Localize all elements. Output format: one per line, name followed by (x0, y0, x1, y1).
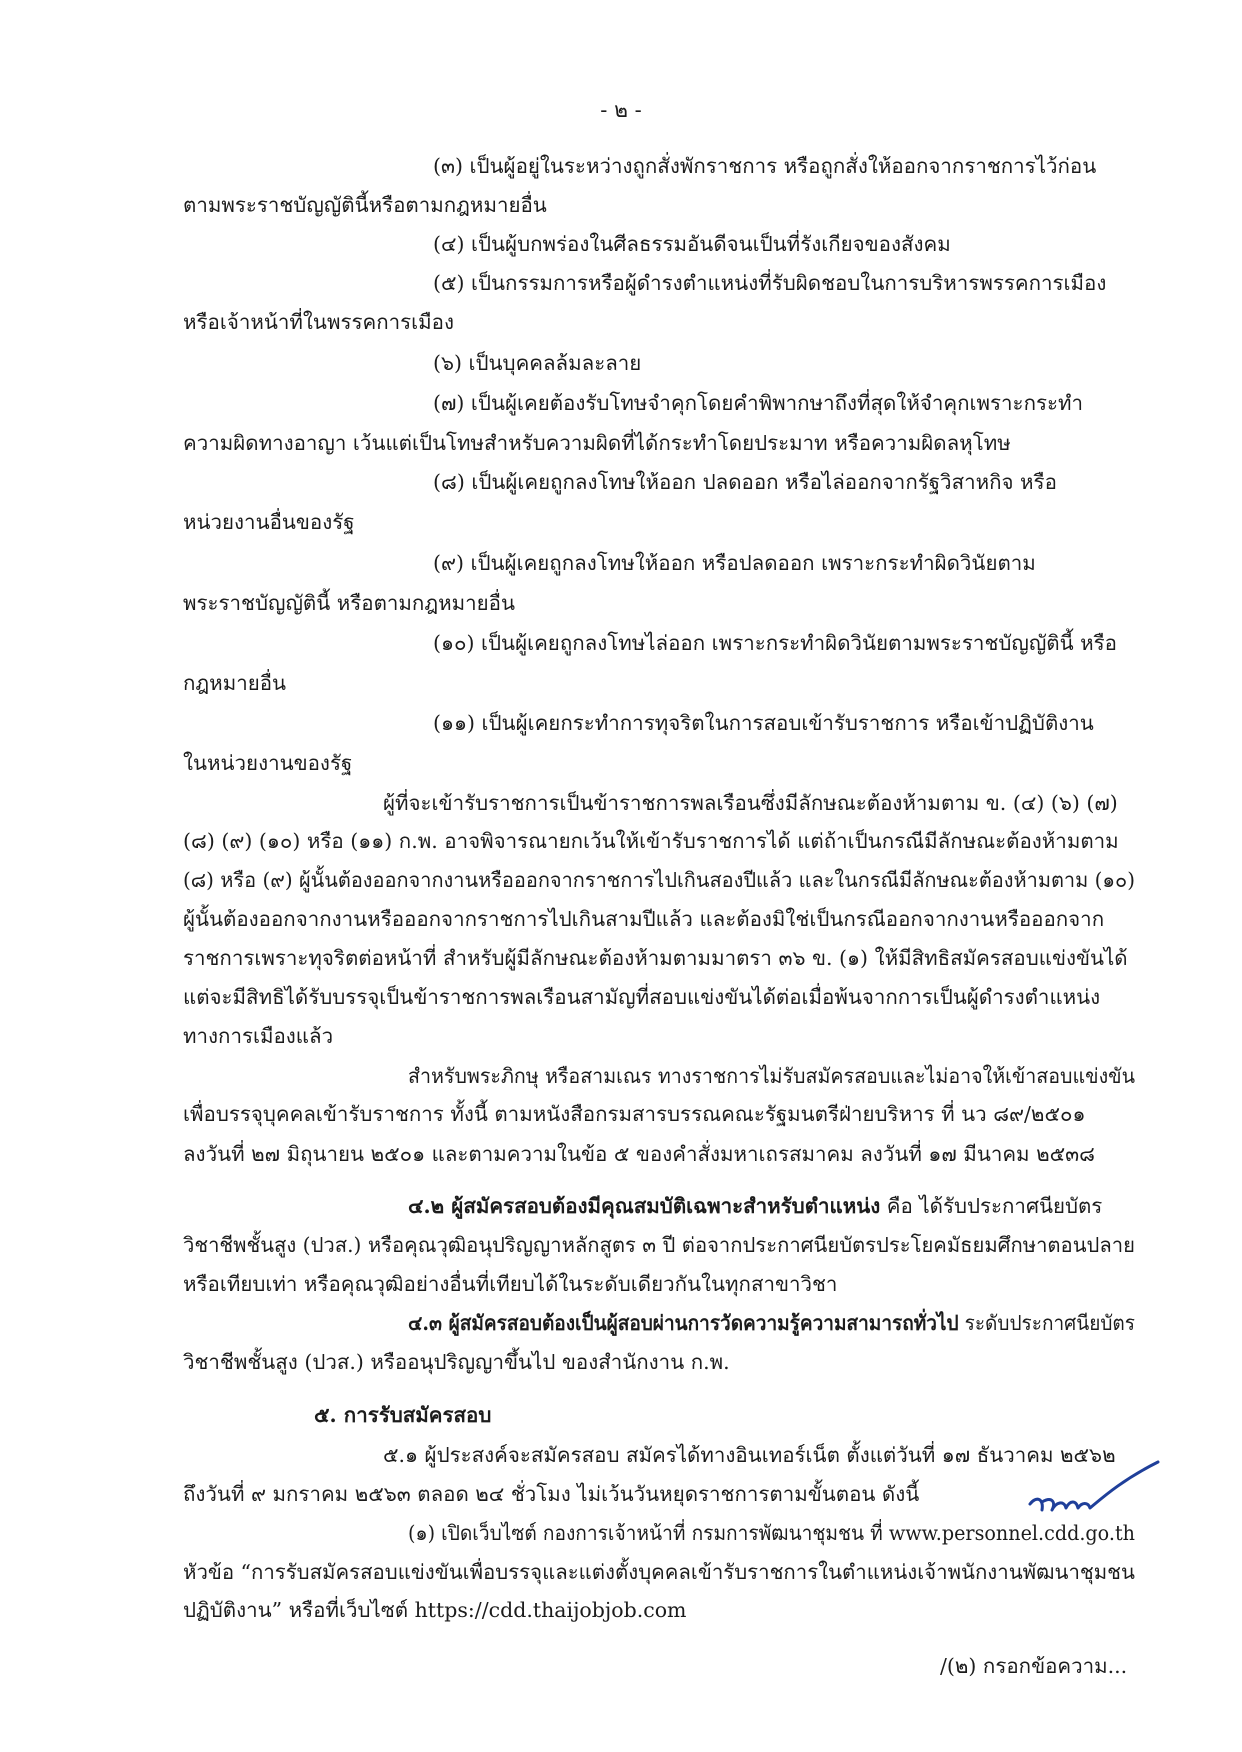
item-9-cont: พระราชบัญญัตินี้ หรือตามกฎหมายอื่น (183, 591, 515, 615)
monk-paragraph-line2: เพื่อบรรจุบุคคลเข้ารับราชการ ทั้งนี้ ตามหนังสือกรมสารบรรณคณะรัฐมนตรีฝ่ายบริหาร ที่ นว ๘๙/๒๕๐๑ (183, 1102, 1086, 1126)
monk-paragraph-line1: สำหรับพระภิกษุ หรือสามเณร ทางราชการไม่รับสมัครสอบและไม่อาจให้เข้าสอบแข่งขัน (408, 1064, 1135, 1088)
item-7-cont: ความผิดทางอาญา เว้นแต่เป็นโทษสำหรับความผิดที่ได้กระทำโดยประมาท หรือความผิดลหุโทษ (183, 431, 1011, 455)
exemption-paragraph-line6: แต่จะมีสิทธิได้รับบรรจุเป็นข้าราชการพลเรือนสามัญที่สอบแข่งขันได้ต่อเมื่อพ้นจากการเป็นผู้ดำรงตำแหน่ง (183, 985, 1101, 1009)
exemption-paragraph-line1: ผู้ที่จะเข้ารับราชการเป็นข้าราชการพลเรือนซึ่งมีลักษณะต้องห้ามตาม ข. (๔) (๖) (๗) (383, 791, 1118, 815)
item-11-cont: ในหน่วยงานของรัฐ (183, 751, 353, 775)
section-4-2-text: คือ ได้รับประกาศนียบัตร (880, 1194, 1103, 1218)
exemption-paragraph-line3: (๘) หรือ (๙) ผู้นั้นต้องออกจากงานหรือออกจากราชการไปเกินสองปีแล้ว และในกรณีมีลักษณะต้องห้ามตาม (๑๐) (183, 868, 1135, 892)
exemption-paragraph-line4: ผู้นั้นต้องออกจากงานหรือออกจากราชการไปเกินสามปีแล้ว และต้องมิใช่เป็นกรณีออกจากงานหรือออกจาก (183, 907, 1105, 931)
item-8-cont: หน่วยงานอื่นของรัฐ (183, 510, 355, 534)
item-9: (๙) เป็นผู้เคยถูกลงโทษให้ออก หรือปลดออก เพราะกระทำผิดวินัยตาม (433, 551, 1036, 575)
exemption-paragraph-line7: ทางการเมืองแล้ว (183, 1024, 334, 1048)
continuation-footer: /(๒) กรอกข้อความ... (940, 1654, 1128, 1678)
item-10-cont: กฎหมายอื่น (183, 671, 287, 695)
section-5-1-line2: ถึงวันที่ ๙ มกราคม ๒๕๖๓ ตลอด ๒๔ ชั่วโมง ไม่เว้นวันหยุดราชการตามขั้นตอน ดังนี้ (183, 1482, 920, 1506)
page-number: - ๒ - (600, 98, 642, 122)
item-3-cont: ตามพระราชบัญญัตินี้หรือตามกฎหมายอื่น (183, 193, 547, 217)
item-7: (๗) เป็นผู้เคยต้องรับโทษจำคุกโดยคำพิพากษาถึงที่สุดให้จำคุกเพราะกระทำ (433, 391, 1084, 415)
section-5-1-line1: ๕.๑ ผู้ประสงค์จะสมัครสอบ สมัครได้ทางอินเทอร์เน็ต ตั้งแต่วันที่ ๑๗ ธันวาคม ๒๕๖๒ (383, 1443, 1116, 1467)
section-4-2-line1 (408, 1191, 1102, 1221)
section-4-3-line2: วิชาชีพชั้นสูง (ปวส.) หรืออนุปริญญาขึ้นไป ของสำนักงาน ก.พ. (183, 1350, 730, 1374)
monk-paragraph-line3: ลงวันที่ ๒๗ มิถุนายน ๒๕๐๑ และตามความในข้อ ๕ ของคำสั่งมหาเถรสมาคม ลงวันที่ ๑๗ มีนาคม ๒๕๓๘ (183, 1142, 1095, 1166)
step-1-line1: (๑) เปิดเว็บไซต์ กองการเจ้าหน้าที่ กรมการพัฒนาชุมชน ที่ www.personnel.cdd.go.th (408, 1521, 1135, 1545)
item-3: (๓) เป็นผู้อยู่ในระหว่างถูกสั่งพักราชการ หรือถูกสั่งให้ออกจากราชการไว้ก่อน (433, 154, 1097, 178)
item-6: (๖) เป็นบุคคลล้มละลาย (433, 351, 642, 375)
section-4-3-text: ระดับประกาศนียบัตร (958, 1311, 1136, 1335)
item-4: (๔) เป็นผู้บกพร่องในศีลธรรมอันดีจนเป็นที่รังเกียจของสังคม (433, 232, 951, 256)
item-8: (๘) เป็นผู้เคยถูกลงโทษให้ออก ปลดออก หรือไล่ออกจากรัฐวิสาหกิจ หรือ (433, 470, 1057, 494)
exemption-paragraph-line5: ราชการเพราะทุจริตต่อหน้าที่ สำหรับผู้มีลักษณะต้องห้ามตามมาตรา ๓๖ ข. (๑) ให้มีสิทธิสมัครสอบแข่งขันได้ (183, 946, 1128, 970)
section-4-3-heading: ๔.๓ ผู้สมัครสอบต้องเป็นผู้สอบผ่านการวัดความรู้ความสามารถทั่วไป (408, 1311, 959, 1335)
signature-mark (1022, 1458, 1162, 1518)
section-4-2-heading: ๔.๒ ผู้สมัครสอบต้องมีคุณสมบัติเฉพาะสำหรับตำแหน่ง (408, 1194, 881, 1218)
section-4-2-line3: หรือเทียบเท่า หรือคุณวุฒิอย่างอื่นที่เทียบได้ในระดับเดียวกันในทุกสาขาวิชา (183, 1272, 838, 1296)
item-11: (๑๑) เป็นผู้เคยกระทำการทุจริตในการสอบเข้ารับราชการ หรือเข้าปฏิบัติงาน (433, 711, 1094, 735)
exemption-paragraph-line2: (๘) (๙) (๑๐) หรือ (๑๑) ก.พ. อาจพิจารณายกเว้นให้เข้ารับราชการได้ แต่ถ้าเป็นกรณีมีลักษณะต้องห้ามตาม (183, 829, 1119, 853)
section-5-heading: ๕. การรับสมัครสอบ (314, 1403, 492, 1427)
section-4-3-line1 (408, 1308, 1135, 1338)
section-4-2-line2: วิชาชีพชั้นสูง (ปวส.) หรือคุณวุฒิอนุปริญญาหลักสูตร ๓ ปี ต่อจากประกาศนียบัตรประโยคมัธยมศึกษาตอนปลาย (183, 1233, 1135, 1257)
step-1-line3: ปฏิบัติงาน” หรือที่เว็บไซต์ https://cdd.thaijobjob.com (183, 1598, 687, 1622)
item-5: (๕) เป็นกรรมการหรือผู้ดำรงตำแหน่งที่รับผิดชอบในการบริหารพรรคการเมือง (433, 271, 1107, 295)
item-5-cont: หรือเจ้าหน้าที่ในพรรคการเมือง (183, 310, 454, 334)
step-1-line2: หัวข้อ “การรับสมัครสอบแข่งขันเพื่อบรรจุและแต่งตั้งบุคคลเข้ารับราชการในตำแหน่งเจ้าพนักงานพัฒนาชุมชน (183, 1560, 1135, 1584)
item-10: (๑๐) เป็นผู้เคยถูกลงโทษไล่ออก เพราะกระทำผิดวินัยตามพระราชบัญญัตินี้ หรือ (433, 631, 1117, 655)
